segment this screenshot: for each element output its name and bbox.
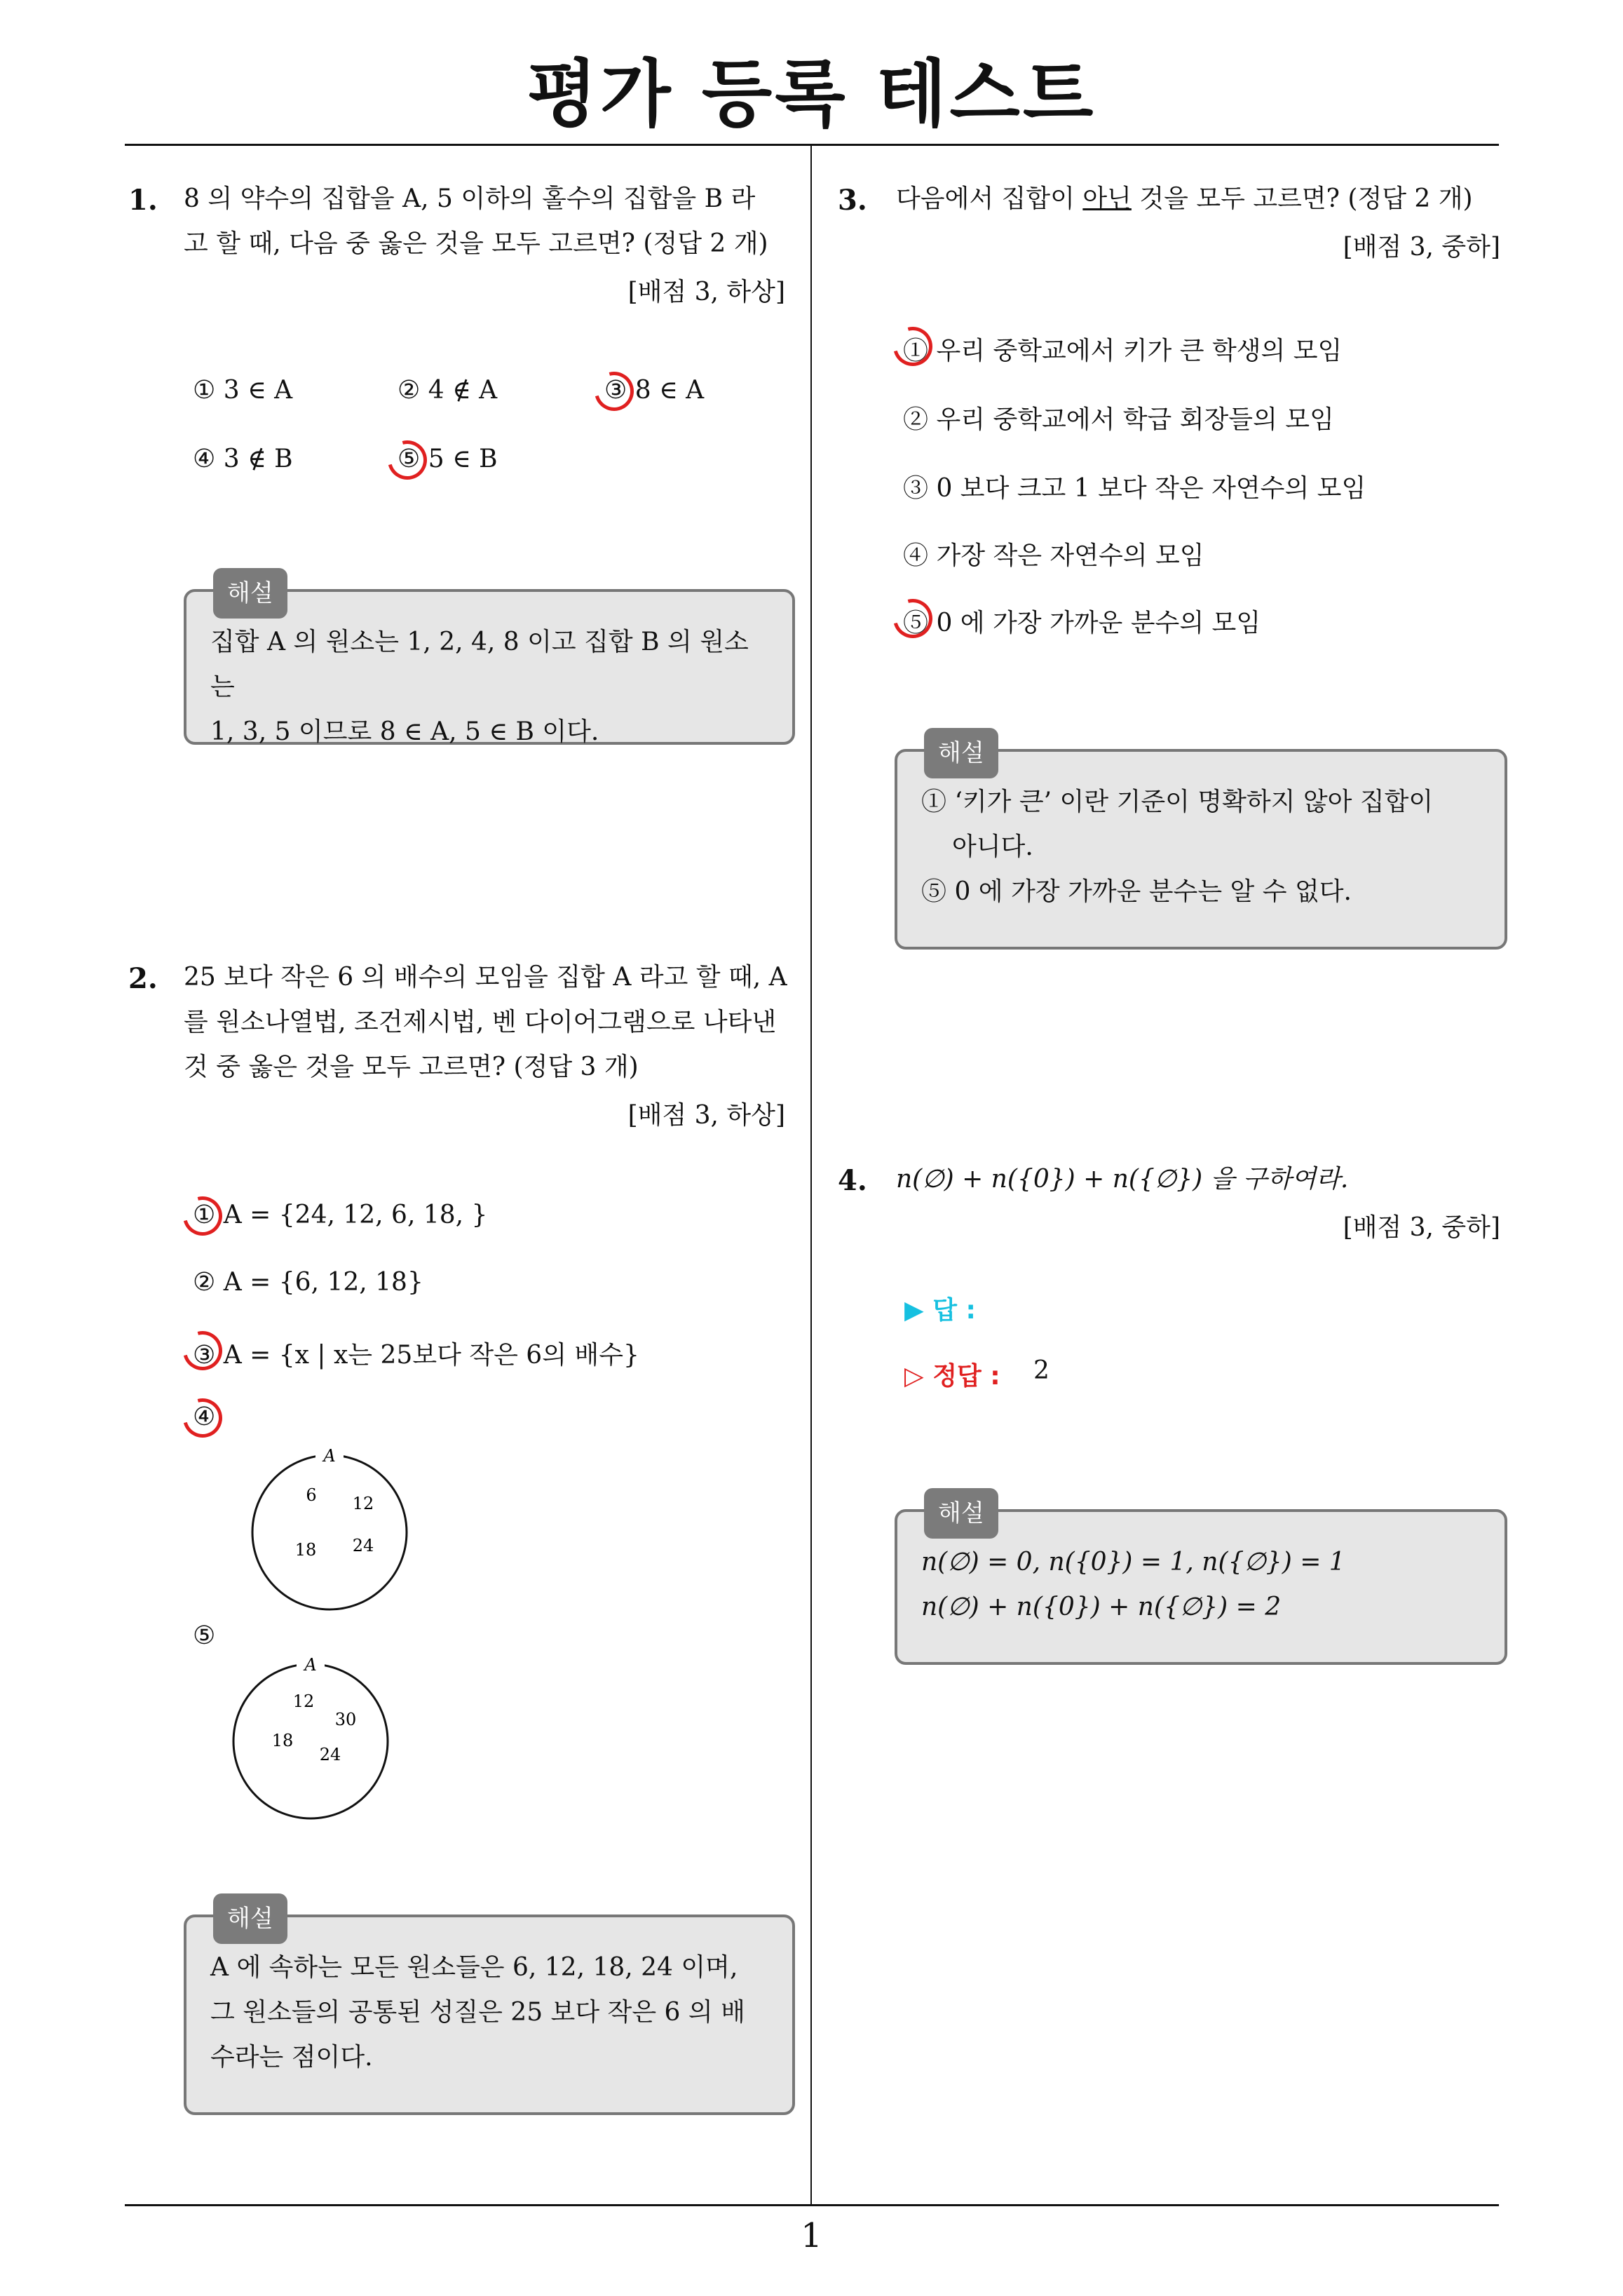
venn-diagram-5: [226, 1640, 423, 1829]
option-3[interactable]: ③ 0 보다 크고 1 보다 작은 자연수의 모임: [903, 474, 1366, 503]
explanation-line: n(∅) + n({0}) + n({∅}) = 2: [921, 1593, 1282, 1621]
explanation-line: n(∅) = 0, n({0}) = 1, n({∅}) = 1: [921, 1548, 1345, 1576]
explanation-line: 그 원소들의 공통된 성질은 25 보다 작은 6 의 배: [210, 1998, 745, 2027]
explanation-line: 아니다.: [952, 832, 1033, 861]
venn-label: A: [323, 1446, 336, 1466]
option-2[interactable]: ② 우리 중학교에서 학급 회장들의 모임: [903, 405, 1334, 434]
option-3[interactable]: ③ A = {x | x는 25보다 작은 6의 배수}: [193, 1341, 639, 1370]
option-1[interactable]: ① A = {24, 12, 6, 18, }: [193, 1201, 488, 1229]
option-5[interactable]: ⑤ 5 ∈ B: [398, 445, 498, 473]
question-text: [184, 177, 801, 266]
explanation-tag: 해설: [213, 1893, 287, 1944]
answer-label: ▶ 답 :: [904, 1296, 976, 1325]
option-2[interactable]: ② 4 ∉ A: [398, 376, 498, 405]
correct-answer-value: 2: [1033, 1356, 1050, 1385]
question-text: [896, 177, 1513, 222]
explanation-box: [895, 739, 1507, 950]
correct-answer-label: ▷ 정답 :: [904, 1362, 1000, 1391]
explanation-box: [184, 1905, 795, 2115]
option-1[interactable]: ① 3 ∈ A: [193, 376, 293, 405]
selected-mark-icon: [588, 365, 641, 418]
question-text-underlined: 아닌: [1082, 184, 1132, 213]
question-line: 것 중 옳은 것을 모두 고르면? (정답 3 개): [184, 1053, 639, 1081]
option-5[interactable]: ⑤: [193, 1621, 216, 1650]
question-text-post: 것을 모두 고르면? (정답 2 개): [1131, 184, 1473, 213]
question-meta: [배점 3, 하상]: [627, 278, 785, 306]
venn-number: 30: [334, 1710, 357, 1729]
explanation-line: 집합 A 의 원소는 1, 2, 4, 8 이고 집합 B 의 원소는: [210, 628, 749, 701]
selected-mark-icon: [381, 433, 434, 487]
option-1[interactable]: ① 우리 중학교에서 키가 큰 학생의 모임: [903, 337, 1343, 365]
option-4[interactable]: ④ 가장 작은 자연수의 모임: [903, 541, 1204, 570]
question-line: 고 할 때, 다음 중 옳은 것을 모두 고르면? (정답 2 개): [184, 229, 768, 258]
option-4[interactable]: ④ 3 ∉ B: [193, 445, 293, 473]
question-meta: [배점 3, 중하]: [1343, 1213, 1500, 1242]
page-title: 평가 등록 테스트: [527, 51, 1096, 137]
selected-mark-icon: [176, 1189, 229, 1243]
explanation-box: [184, 579, 795, 746]
venn-number: 24: [319, 1745, 341, 1764]
question-meta: [배점 3, 하상]: [627, 1101, 785, 1130]
option-3[interactable]: ③ 8 ∈ A: [604, 376, 705, 405]
option-4[interactable]: ④: [193, 1403, 216, 1431]
venn-number: 6: [306, 1485, 317, 1505]
venn-number: 18: [294, 1540, 317, 1560]
explanation-line: ① ‘키가 큰’ 이란 기준이 명확하지 않아 집합이: [921, 788, 1434, 816]
explanation-line: ⑤ 0 에 가장 가까운 분수는 알 수 없다.: [921, 877, 1352, 906]
option-2[interactable]: ② A = {6, 12, 18}: [193, 1268, 423, 1297]
venn-number: 12: [352, 1494, 374, 1513]
question-text-pre: 다음에서 집합이: [896, 184, 1083, 213]
question-number: 4.: [838, 1164, 867, 1197]
page-number: 1: [801, 2216, 822, 2255]
question-number: 2.: [128, 962, 158, 995]
option-5[interactable]: ⑤ 0 에 가장 가까운 분수의 모임: [903, 609, 1261, 637]
question-meta: [배점 3, 중하]: [1343, 233, 1500, 262]
top-rule: [125, 144, 1499, 146]
venn-number: 18: [271, 1731, 294, 1750]
venn-number: 24: [352, 1536, 374, 1555]
selected-mark-icon: [176, 1391, 229, 1445]
explanation-tag: 해설: [213, 568, 287, 619]
explanation-tag: 해설: [924, 728, 998, 778]
explanation-line: 수라는 점이다.: [210, 2043, 373, 2072]
explanation-line: A 에 속하는 모든 원소들은 6, 12, 18, 24 이며,: [210, 1953, 738, 1982]
venn-number: 12: [292, 1691, 315, 1711]
question-line: 8 의 약수의 집합을 A, 5 이하의 홀수의 집합을 B 라: [184, 184, 756, 213]
question-number: 3.: [838, 184, 867, 217]
question-text: [184, 955, 801, 1090]
question-line: 25 보다 작은 6 의 배수의 모임을 집합 A 라고 할 때, A: [184, 963, 787, 992]
question-text: n(∅) + n({0}) + n({∅}) 을 구하여라.: [896, 1165, 1349, 1194]
bottom-rule: [125, 2204, 1499, 2206]
venn-label: A: [304, 1655, 317, 1675]
venn-diagram-4: [245, 1431, 442, 1620]
column-divider: [810, 146, 812, 2204]
explanation-tag: 해설: [924, 1488, 998, 1539]
explanation-line: 1, 3, 5 이므로 8 ∈ A, 5 ∈ B 이다.: [210, 717, 599, 746]
question-number: 1.: [128, 184, 158, 217]
question-line: 를 원소나열법, 조건제시법, 벤 다이어그램으로 나타낸: [184, 1008, 777, 1036]
explanation-box: [895, 1499, 1507, 1665]
answer-input[interactable]: [1038, 1290, 1318, 1321]
